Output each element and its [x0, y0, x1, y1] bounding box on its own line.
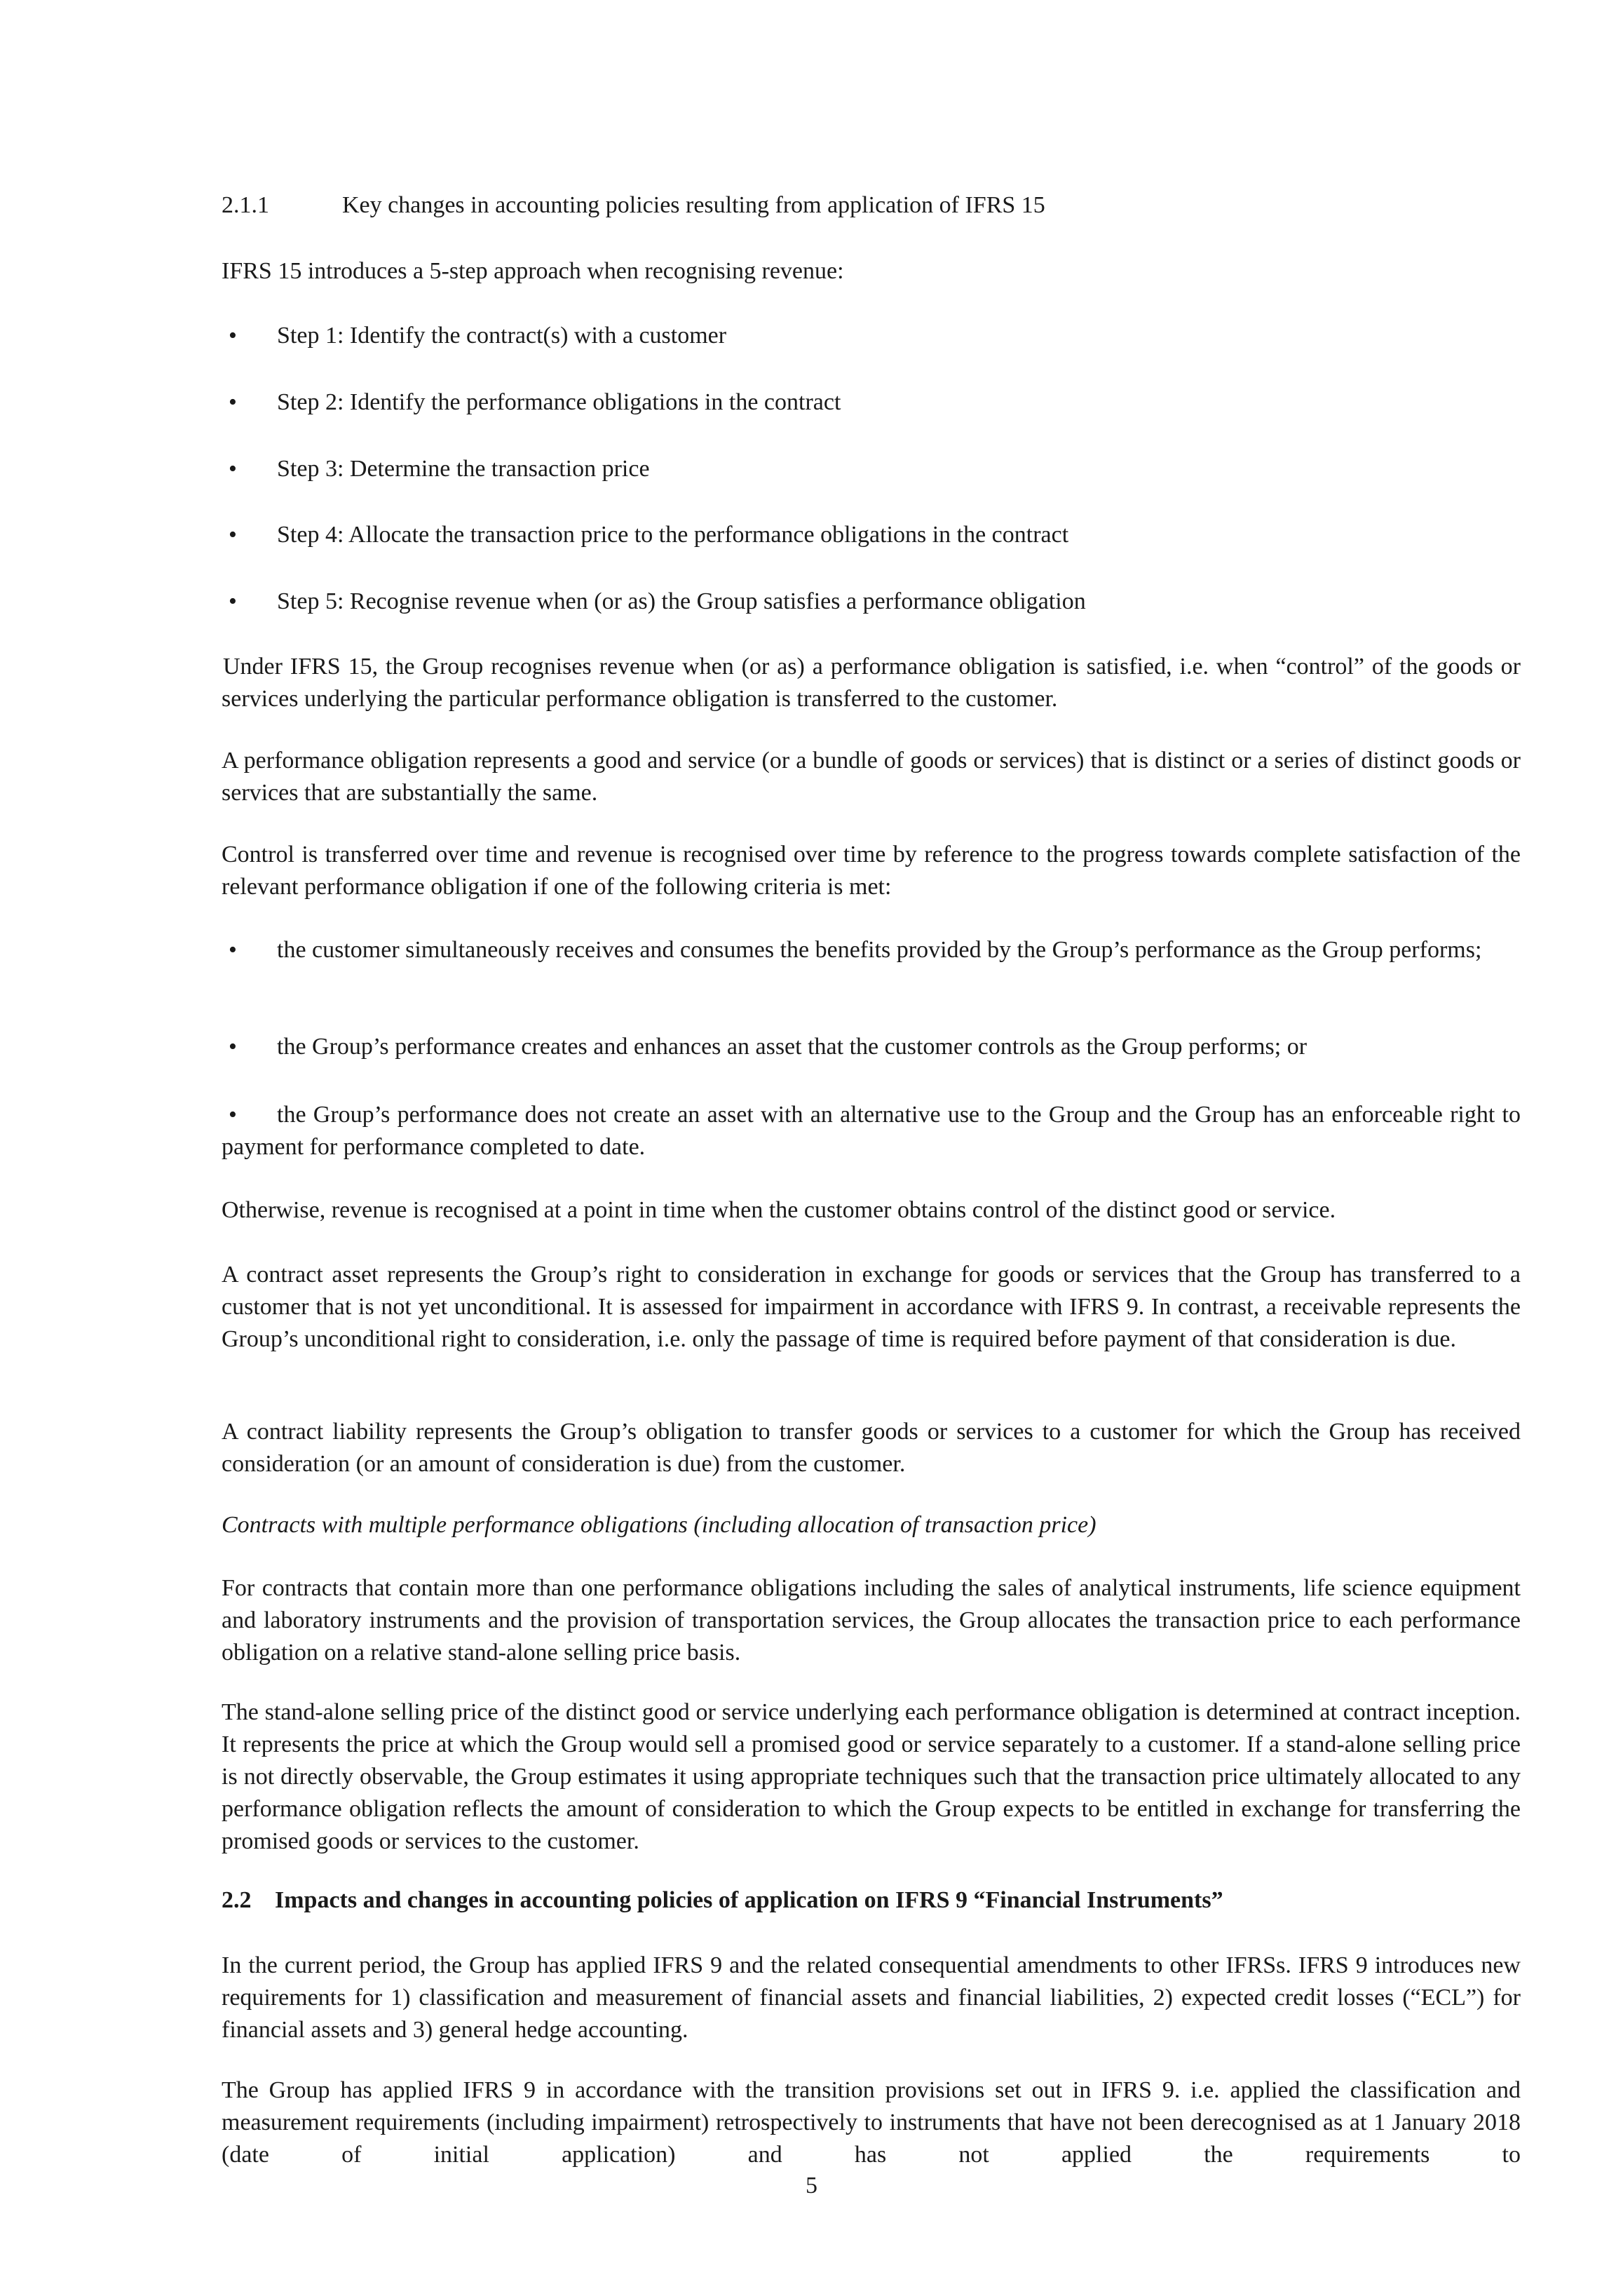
step-4: Step 4: Allocate the transaction price to the performance obligations in the contract: [277, 522, 1069, 548]
bullet-icon: •: [229, 522, 237, 548]
criterion-3: the Group’s performance does not create an asset with an alternative use to the Group and the Group has an enforceable right to payment for performance completed to date.: [222, 1102, 1521, 1160]
step-5: Step 5: Recognise revenue when (or as) the Group satisfies a performance obligation: [277, 588, 1086, 614]
bullet-icon: •: [229, 937, 237, 963]
step-2: Step 2: Identify the performance obligations in the contract: [277, 389, 841, 415]
paragraph-over-time: Control is transferred over time and revenue is recognised over time by reference to the progress towards complete satisfaction of the relevant performance obligation if one of the following criteria is met:: [222, 842, 1521, 900]
criterion-1: the customer simultaneously receives and consumes the benefits provided by the Group’s performance as the Group performs;: [277, 937, 1482, 963]
page-number: 5: [806, 2173, 817, 2199]
bullet-icon: •: [229, 1102, 237, 1128]
criterion-2: the Group’s performance creates and enhances an asset that the customer controls as the Group performs; or: [277, 1034, 1308, 1060]
section-number-2-2: 2.2: [222, 1887, 252, 1913]
section-title-2-2: Impacts and changes in accounting policies of application on IFRS 9 “Financial Instruments”: [275, 1887, 1223, 1913]
step-1: Step 1: Identify the contract(s) with a customer: [277, 323, 727, 349]
paragraph-performance-obligation: A performance obligation represents a good and service (or a bundle of goods or services) that is distinct or a series of distinct goods or services that are substantially the same.: [222, 748, 1521, 806]
paragraph-control: Under IFRS 15, the Group recognises revenue when (or as) a performance obligation is satisfied, i.e. when “control” of the goods or services underlying the particular performance obligation is transferred to the customer.: [222, 654, 1521, 712]
paragraph-contract-asset: A contract asset represents the Group’s right to consideration in exchange for goods or services that the Group has transferred to a customer that is not yet unconditional. It is assessed for impairment in accordance with IFRS 9. In contrast, a receivable represents the Group’s unconditional right to consideration, i.e. only the passage of time is required before payment of that consideration is due.: [222, 1262, 1521, 1352]
bullet-icon: •: [229, 588, 237, 614]
bullet-icon: •: [229, 456, 237, 482]
paragraph-standalone-price: The stand-alone selling price of the distinct good or service underlying each performance obligation is determined at contract inception. It represents the price at which the Group would sell a promised good or service separately to a customer. If a stand-alone selling price is not directly observable, the Group estimates it using appropriate techniques such that the transaction price ultimately allocated to any performance obligation reflects the amount of consideration to which the Group expects to be entitled in exchange for transferring the promised goods or services to the customer.: [222, 1699, 1521, 1854]
paragraph-ifrs9-applied: In the current period, the Group has applied IFRS 9 and the related consequential amendments to other IFRSs. IFRS 9 introduces new requirements for 1) classification and measurement of financial assets and financial liabilities, 2) expected credit losses (“ECL”) for financial assets and 3) general hedge accounting.: [222, 1952, 1521, 2043]
paragraph-otherwise: Otherwise, revenue is recognised at a point in time when the customer obtains control of the distinct good or service.: [222, 1197, 1336, 1223]
bullet-icon: •: [229, 323, 237, 349]
paragraph-multiple-obligations: For contracts that contain more than one performance obligations including the sales of analytical instruments, life science equipment and laboratory instruments and the provision of transportation services, the Group allocates the transaction price to each performance obligation on a relative stand-alone selling price basis.: [222, 1575, 1521, 1666]
paragraph-transition: The Group has applied IFRS 9 in accordance with the transition provisions set out in IFRS 9. i.e. applied the classification and measurement requirements (including impairment) retrospectively to instruments that have not been derecognised as at 1 January 2018 (date of initial application) and has not applied the requirements to: [222, 2077, 1521, 2168]
step-3: Step 3: Determine the transaction price: [277, 456, 650, 482]
paragraph-contract-liability: A contract liability represents the Group’s obligation to transfer goods or services to a customer for which the Group has received consideration (or an amount of consideration is due) from the customer.: [222, 1419, 1521, 1477]
bullet-icon: •: [229, 1034, 237, 1060]
section-title-2-1-1: Key changes in accounting policies resulting from application of IFRS 15: [342, 192, 1045, 218]
bullet-icon: •: [229, 389, 237, 415]
subheading-multiple-obligations: Contracts with multiple performance obligations (including allocation of transaction price): [222, 1512, 1096, 1538]
section-number-2-1-1: 2.1.1: [222, 192, 269, 218]
intro-text: IFRS 15 introduces a 5-step approach when recognising revenue:: [222, 258, 844, 284]
